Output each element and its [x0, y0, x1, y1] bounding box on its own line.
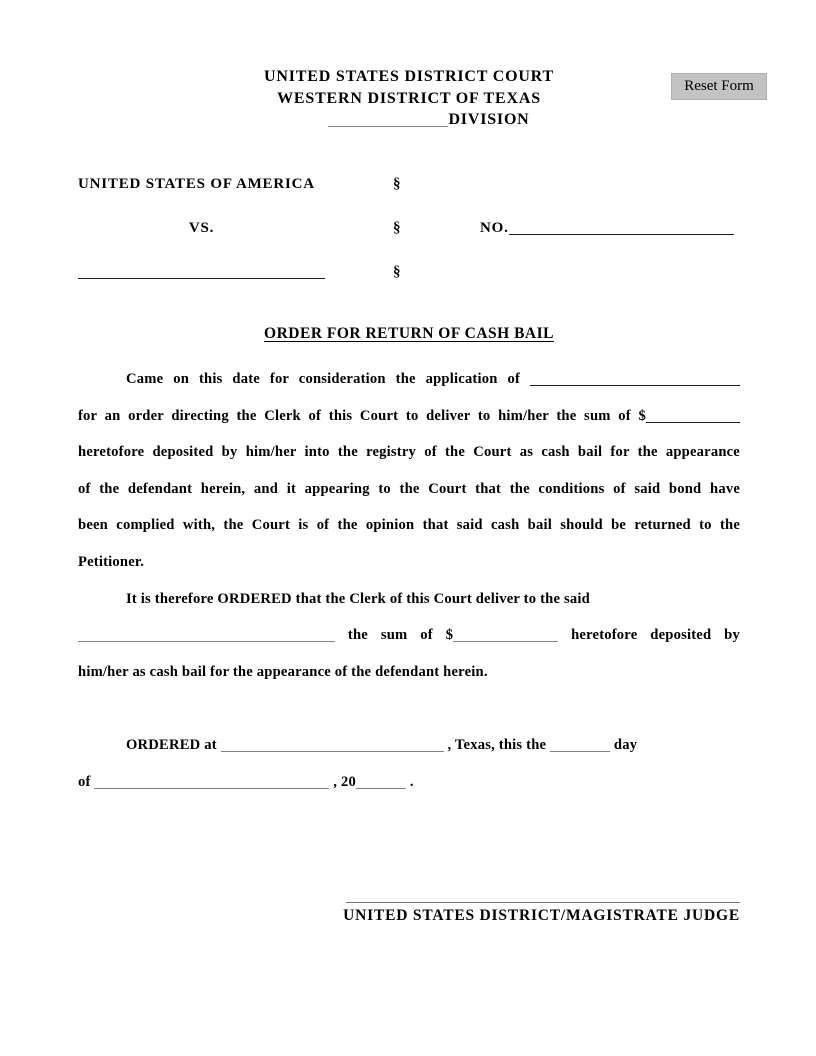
p1-line1-text: Came on this date for consideration the application of	[126, 371, 521, 387]
p2-line3-text: him/her as cash bail for the appearance of the defendant herein.	[78, 663, 488, 680]
day-word: day	[613, 737, 638, 753]
ordered-line	[78, 727, 740, 764]
caption-row-versus	[78, 217, 740, 239]
caption-row-plaintiff	[78, 173, 740, 195]
texas-clause-text: , Texas, this the	[447, 737, 547, 753]
plaintiff-name: UNITED STATES OF AMERICA	[78, 176, 315, 192]
p1-line4-text: of the defendant herein, and it appearing to the Court that the conditions of said bond have	[78, 480, 740, 497]
signature-line	[346, 884, 740, 903]
defendant-name-area	[78, 261, 325, 283]
payee-name-field[interactable]	[78, 627, 335, 642]
defendant-name-blank	[78, 264, 325, 279]
section-symbol: §	[393, 220, 402, 236]
year-field[interactable]	[356, 774, 406, 789]
case-number-area	[480, 217, 734, 239]
court-name: UNITED STATES DISTRICT COURT	[264, 68, 554, 85]
body-line	[78, 434, 740, 471]
body-line	[78, 507, 740, 544]
body-line	[78, 581, 740, 618]
order-body	[78, 361, 740, 690]
deposit-amount-blank	[646, 408, 740, 423]
division-name-field[interactable]	[328, 112, 448, 127]
caption-row-defendant	[78, 261, 740, 283]
body-line	[78, 471, 740, 508]
reset-form-button[interactable]: Reset Form	[671, 73, 767, 100]
ordered-line	[78, 764, 740, 801]
body-line	[78, 361, 740, 398]
p1-line3-text: heretofore deposited by him/her into the registry of the Court as cash bail for the appearance	[78, 444, 740, 461]
year-prefix-text: , 20	[333, 773, 356, 790]
body-line	[78, 617, 740, 654]
day-field[interactable]	[550, 737, 610, 752]
body-line	[78, 398, 740, 435]
body-line	[78, 654, 740, 691]
of-word: of	[78, 773, 91, 790]
division-label: DIVISION	[448, 111, 530, 128]
ordered-date-section	[78, 727, 740, 800]
city-field[interactable]	[221, 737, 444, 752]
judge-signature-label: UNITED STATES DISTRICT/MAGISTRATE JUDGE	[343, 907, 740, 924]
court-header	[78, 66, 740, 131]
p1-line2-text: for an order directing the Clerk of this Court to deliver to him/her the sum of $	[78, 407, 646, 424]
p2-line2-text: the sum of $	[347, 627, 454, 644]
body-line	[78, 544, 740, 581]
applicant-name-blank	[530, 371, 740, 386]
p1-line6-text: Petitioner.	[78, 553, 145, 570]
district-name: WESTERN DISTRICT OF TEXAS	[277, 89, 541, 107]
section-symbol: §	[393, 176, 402, 192]
p2-line2-end-text: heretofore deposited by	[571, 627, 740, 644]
month-field[interactable]	[94, 774, 329, 789]
division-line	[78, 109, 740, 131]
case-caption	[78, 173, 740, 305]
versus-label: VS.	[188, 220, 215, 236]
order-title: ORDER FOR RETURN OF CASH BAIL	[264, 325, 554, 342]
p1-line5-text: been complied with, the Court is of the opinion that said cash bail should be returned to the	[78, 517, 740, 534]
p2-line1-text: It is therefore ORDERED that the Clerk of this Court deliver to the said	[126, 590, 590, 607]
return-amount-field[interactable]	[453, 627, 558, 642]
ordered-at-text: ORDERED at	[126, 737, 217, 753]
period-text: .	[409, 773, 414, 790]
signature-block	[78, 884, 740, 926]
case-number-label: NO.	[480, 220, 509, 236]
section-symbol: §	[393, 264, 402, 280]
case-number-blank	[509, 220, 734, 235]
